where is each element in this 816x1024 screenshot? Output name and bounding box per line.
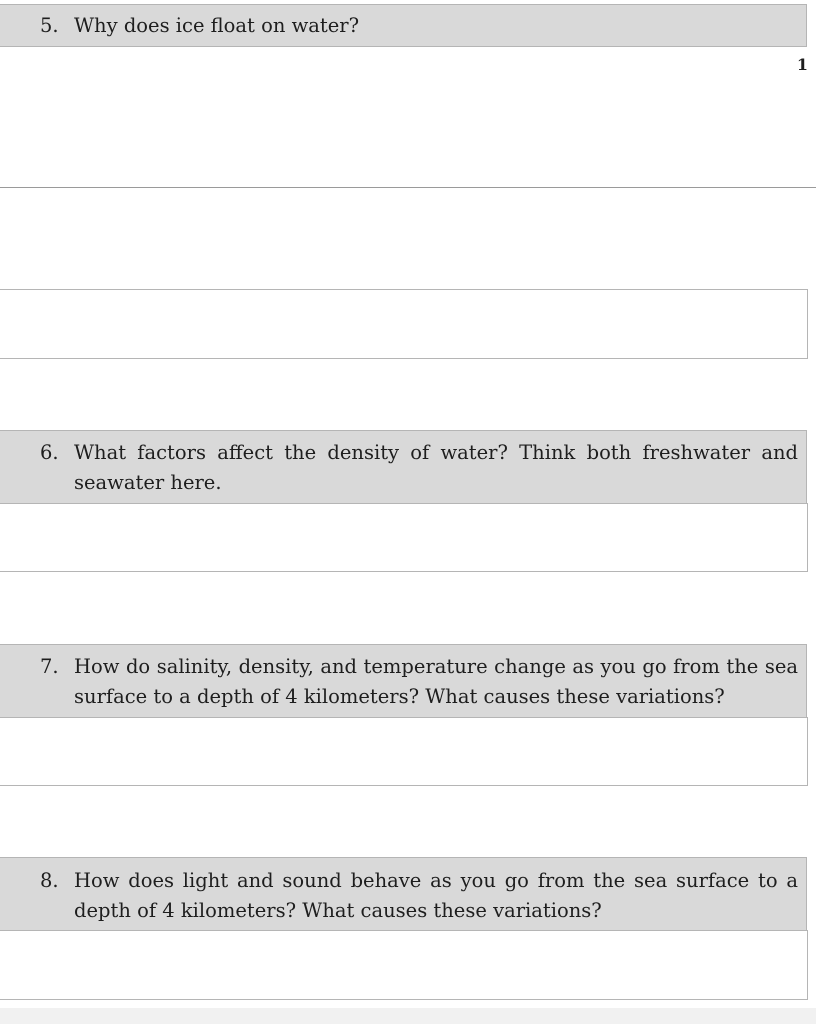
answer-6-field[interactable] [0, 503, 808, 572]
question-6-box [0, 430, 807, 504]
question-8-box [0, 857, 807, 931]
question-5-text: Why does ice float on water? [74, 14, 360, 37]
question-7-box [0, 644, 807, 718]
page-bottom-margin [0, 1008, 816, 1024]
page-number: 1 [796, 55, 808, 74]
answer-7-field[interactable] [0, 717, 808, 786]
question-5-number: 5. [40, 14, 59, 37]
question-6-number: 6. [40, 441, 59, 464]
question-7-text: How do salinity, density, and temperature change as you go from the sea surface to a depth of 4 kilometers? What causes these variations? [74, 655, 798, 708]
question-6-text: What factors affect the density of water? Think both freshwater and seawater here. [74, 441, 798, 494]
question-5-box [0, 4, 807, 47]
answer-8-field[interactable] [0, 930, 808, 1000]
question-8-number: 8. [40, 869, 59, 892]
question-8-text: How does light and sound behave as you go from the sea surface to a depth of 4 kilometers? What causes these variations? [74, 869, 798, 922]
question-7-number: 7. [40, 655, 59, 678]
answer-5-field[interactable] [0, 289, 808, 359]
page-break-divider [0, 187, 816, 188]
